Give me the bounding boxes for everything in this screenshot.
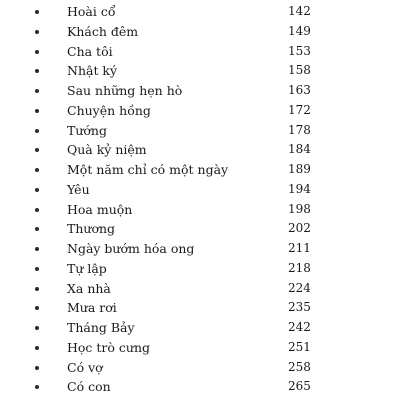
toc-entry <box>0 239 400 259</box>
toc-entry <box>0 2 400 22</box>
toc-page-number: 202 <box>288 221 311 236</box>
toc-title: Cha tôi <box>67 43 113 59</box>
toc-title: Xa nhà <box>67 280 111 296</box>
toc-entry <box>0 101 400 121</box>
toc-page-number: 172 <box>288 102 311 117</box>
toc-title: Quà kỷ niệm <box>67 142 147 158</box>
toc-page-number: 153 <box>288 43 311 58</box>
bullet-icon <box>35 188 39 192</box>
toc-title: Học trò cưng <box>67 339 151 355</box>
toc-title: Tháng Bảy <box>67 320 135 335</box>
bullet-icon <box>35 109 39 113</box>
toc-entry <box>0 279 400 299</box>
bullet-icon <box>35 366 39 370</box>
toc-page-number: 265 <box>288 379 311 394</box>
toc-entry <box>0 61 400 81</box>
bullet-icon <box>35 267 39 271</box>
bullet-icon <box>35 89 39 93</box>
bullet-icon <box>35 129 39 133</box>
toc-title: Chuyện hồng <box>67 102 151 118</box>
toc-entry <box>0 338 400 358</box>
toc-title: Tự lập <box>67 260 107 276</box>
bullet-icon <box>35 227 39 231</box>
toc-title: Tướng <box>67 122 107 138</box>
bullet-icon <box>35 10 39 14</box>
toc-entry <box>0 298 400 318</box>
toc-page-number: 163 <box>288 83 311 97</box>
bullet-icon <box>35 385 39 389</box>
toc-entry <box>0 318 400 338</box>
toc-title: Sau những hẹn hò <box>67 83 183 98</box>
toc-page-number: 142 <box>288 4 311 18</box>
toc-title: Có con <box>67 379 111 395</box>
toc-entry <box>0 121 400 141</box>
bullet-icon <box>35 30 39 34</box>
toc-title: Hoa muộn <box>67 201 133 217</box>
toc-entry <box>0 200 400 220</box>
toc-title: Ngày bướm hóa ong <box>67 241 195 256</box>
toc-page-number: 242 <box>288 320 311 334</box>
toc-entry <box>0 219 400 239</box>
toc-page-number: 194 <box>288 181 311 196</box>
toc-title: Khách đêm <box>67 23 139 39</box>
toc-page-number: 224 <box>288 280 311 295</box>
toc-page-number: 178 <box>288 122 311 137</box>
toc-title: Mưa rơi <box>67 300 117 316</box>
toc-page-number: 189 <box>288 162 311 176</box>
bullet-icon <box>35 208 39 212</box>
bullet-icon <box>35 306 39 310</box>
toc-entry <box>0 81 400 101</box>
toc-page-number: 258 <box>288 359 311 374</box>
toc-title: Yêu <box>67 181 90 197</box>
toc-page-number: 211 <box>288 241 311 255</box>
toc-entry <box>0 259 400 279</box>
toc-entry <box>0 42 400 62</box>
toc-entry <box>0 22 400 42</box>
toc-title: Có vợ <box>67 359 103 375</box>
bullet-icon <box>35 247 39 251</box>
toc-page-number: 149 <box>288 23 311 38</box>
toc-entry <box>0 180 400 200</box>
bullet-icon <box>35 148 39 152</box>
toc-page-number: 218 <box>288 260 311 275</box>
toc-entry <box>0 377 400 397</box>
toc-title: Nhật ký <box>67 63 118 79</box>
toc-page-number: 184 <box>288 142 311 157</box>
bullet-icon <box>35 287 39 291</box>
toc-entry <box>0 140 400 160</box>
toc-page-number: 235 <box>288 300 311 315</box>
toc-page-number: 251 <box>288 339 311 354</box>
toc-entry <box>0 160 400 180</box>
bullet-icon <box>35 50 39 54</box>
toc-title: Một năm chỉ có một ngày <box>67 162 229 177</box>
table-of-contents <box>0 2 400 397</box>
toc-page-number: 158 <box>288 63 311 78</box>
bullet-icon <box>35 346 39 350</box>
bullet-icon <box>35 168 39 172</box>
toc-entry <box>0 358 400 378</box>
bullet-icon <box>35 69 39 73</box>
toc-page-number: 198 <box>288 201 311 216</box>
toc-title: Thương <box>67 221 116 237</box>
toc-title: Hoài cổ <box>67 4 116 19</box>
bullet-icon <box>35 326 39 330</box>
